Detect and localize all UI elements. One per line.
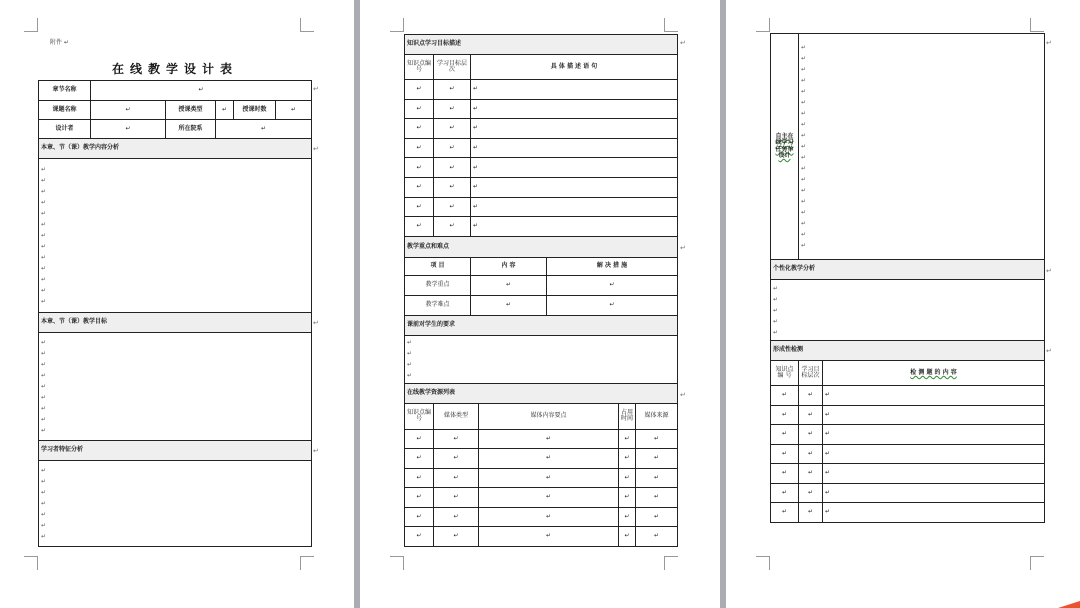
crop-mark-bottom-right <box>664 556 678 570</box>
col-media-type: 媒体类型 <box>434 403 479 429</box>
table-cell[interactable]: ↵ <box>405 138 434 158</box>
col-description: 具 体 描 述 语 句 <box>471 55 678 80</box>
table-cell[interactable]: ↵ <box>434 507 479 527</box>
table-cell[interactable]: ↵ <box>471 99 678 119</box>
col-source: 媒体来源 <box>636 403 678 429</box>
attachment-label: 附件 ↵ <box>50 39 69 46</box>
crop-mark-top-right <box>1030 18 1044 32</box>
table-cell[interactable]: ↵ <box>823 503 1045 523</box>
para-mark: ↵ <box>1046 347 1052 355</box>
crop-mark-top-left <box>756 18 770 32</box>
para-mark: ↵ <box>313 145 319 153</box>
table-cell[interactable]: ↵ <box>619 488 636 508</box>
table-cell[interactable]: ↵ <box>471 80 678 100</box>
table-cell[interactable]: ↵ <box>471 295 547 315</box>
table-cell[interactable]: ↵ <box>434 468 479 488</box>
form-title: 在线教学设计表 <box>111 62 238 76</box>
crop-mark-top-right <box>664 18 678 32</box>
page3-form-table <box>770 33 1045 523</box>
table-cell[interactable]: ↵ <box>434 99 471 119</box>
table-cell[interactable]: ↵ <box>823 464 1045 484</box>
table-cell[interactable]: ↵ <box>619 449 636 469</box>
page-1 <box>0 0 354 608</box>
table-cell[interactable]: ↵ <box>771 483 799 503</box>
table-cell[interactable]: ↵ <box>799 444 823 464</box>
table-cell[interactable]: ↵ <box>547 295 678 315</box>
page-3 <box>726 0 1080 608</box>
table-cell[interactable]: ↵ <box>636 527 678 547</box>
table-cell[interactable]: ↵ <box>471 217 678 237</box>
row-difficulty: 教学难点 <box>405 295 471 315</box>
crop-mark-bottom-left <box>24 556 38 570</box>
section-content-analysis: 本章、节（课）教学内容分析 <box>39 139 312 159</box>
table-cell[interactable]: ↵ <box>823 405 1045 425</box>
table-cell[interactable]: ↵ <box>405 197 434 217</box>
hours-label: 授课时数 <box>234 101 276 120</box>
table-cell[interactable]: ↵ <box>471 177 678 197</box>
table-cell[interactable]: ↵ <box>434 217 471 237</box>
table-cell[interactable]: ↵ <box>771 444 799 464</box>
table-cell[interactable]: ↵ <box>479 488 619 508</box>
table-cell[interactable]: ↵ <box>434 429 479 449</box>
table-cell[interactable]: ↵ <box>434 80 471 100</box>
dept-label: 所在院系 <box>166 120 216 139</box>
section-resource-list: 在线教学资源列表 <box>405 383 678 403</box>
col-media-content: 媒体内容要点 <box>479 403 619 429</box>
chapter-label: 章节名称 <box>39 81 91 101</box>
table-cell[interactable]: ↵ <box>434 177 471 197</box>
table-cell[interactable]: ↵ <box>471 138 678 158</box>
table-cell[interactable]: ↵ <box>619 468 636 488</box>
table-cell[interactable]: ↵ <box>405 217 434 237</box>
para-mark: ↵ <box>1046 39 1052 47</box>
table-cell[interactable]: ↵ <box>771 405 799 425</box>
table-cell[interactable]: ↵ <box>434 527 479 547</box>
table-cell[interactable]: ↵ <box>434 197 471 217</box>
table-cell[interactable]: ↵ <box>434 119 471 139</box>
para-mark: ↵ <box>680 391 686 399</box>
student-requirements-area[interactable]: ↵ ↵ ↵ ↵ <box>405 335 678 383</box>
table-cell[interactable]: ↵ <box>405 429 434 449</box>
col-item: 项 目 <box>405 257 471 275</box>
table-cell[interactable]: ↵ <box>823 386 1045 406</box>
self-study-task-area[interactable]: ↵ ↵ ↵ ↵ ↵ ↵ ↵ ↵ ↵ ↵ ↵ ↵ ↵ ↵ ↵ ↵ ↵ ↵ ↵ <box>799 34 1045 260</box>
designer-value[interactable]: ↵ <box>91 120 166 139</box>
type-label: 授课类型 <box>166 101 216 120</box>
para-mark: ↵ <box>313 319 319 327</box>
table-cell[interactable]: ↵ <box>771 464 799 484</box>
col-knowledge-id: 知识点编 号 <box>405 403 434 429</box>
table-cell[interactable]: ↵ <box>799 483 823 503</box>
section-learner-analysis: 学习者特征分析 <box>39 441 312 461</box>
para-mark: ↵ <box>680 39 686 47</box>
table-cell[interactable]: ↵ <box>434 158 471 178</box>
para-mark: ↵ <box>313 85 319 93</box>
col-content: 内 容 <box>471 257 547 275</box>
table-cell[interactable]: ↵ <box>479 507 619 527</box>
col-measures: 解 决 措 施 <box>547 257 678 275</box>
table-cell[interactable]: ↵ <box>405 177 434 197</box>
personalized-analysis-area[interactable]: ↵ ↵ ↵ ↵ ↵ <box>771 280 1045 341</box>
table-cell[interactable]: ↵ <box>636 488 678 508</box>
table-cell[interactable]: ↵ <box>405 527 434 547</box>
crop-mark-bottom-left <box>756 556 770 570</box>
section-formative-test: 形成性检测 <box>771 341 1045 361</box>
table-cell[interactable]: ↵ <box>471 275 547 295</box>
content-analysis-area[interactable]: ↵ ↵ ↵ ↵ ↵ ↵ ↵ ↵ ↵ ↵ ↵ ↵ ↵ <box>39 159 312 313</box>
col-test-content: 检 测 题 的 内 容 <box>823 361 1045 386</box>
table-cell[interactable]: ↵ <box>479 527 619 547</box>
table-cell[interactable]: ↵ <box>405 80 434 100</box>
col-objective-level: 学习目标层次 <box>799 361 823 386</box>
table-cell[interactable]: ↵ <box>636 507 678 527</box>
table-cell[interactable]: ↵ <box>799 464 823 484</box>
learner-analysis-area[interactable]: ↵ ↵ ↵ ↵ ↵ ↵ ↵ <box>39 461 312 547</box>
table-cell[interactable]: ↵ <box>619 527 636 547</box>
section-student-requirements: 课前对学生的要求 <box>405 315 678 335</box>
section-key-points: 教学重点和难点 <box>405 236 678 257</box>
table-cell[interactable]: ↵ <box>771 425 799 445</box>
crop-mark-top-left <box>24 18 38 32</box>
designer-label: 设计者 <box>39 120 91 139</box>
section-objective-description: 知识点学习目标描述 <box>405 35 678 55</box>
table-cell[interactable]: ↵ <box>799 425 823 445</box>
type-value[interactable]: ↵ <box>216 101 234 120</box>
table-cell[interactable]: ↵ <box>405 158 434 178</box>
table-cell[interactable]: ↵ <box>434 488 479 508</box>
topic-value[interactable]: ↵ <box>91 101 166 120</box>
table-cell[interactable]: ↵ <box>619 507 636 527</box>
table-cell[interactable]: ↵ <box>405 507 434 527</box>
crop-mark-bottom-right <box>1030 556 1044 570</box>
table-cell[interactable]: ↵ <box>434 138 471 158</box>
para-mark: ↵ <box>680 244 686 252</box>
table-cell[interactable]: ↵ <box>799 405 823 425</box>
table-cell[interactable]: ↵ <box>405 468 434 488</box>
table-cell[interactable]: ↵ <box>479 429 619 449</box>
table-cell[interactable]: ↵ <box>799 503 823 523</box>
table-cell[interactable]: ↵ <box>547 275 678 295</box>
table-cell[interactable]: ↵ <box>619 429 636 449</box>
objectives-area[interactable]: ↵ ↵ ↵ ↵ ↵ ↵ ↵ ↵ ↵ <box>39 333 312 441</box>
table-cell[interactable]: ↵ <box>771 386 799 406</box>
table-cell[interactable]: ↵ <box>479 468 619 488</box>
section-personalized-analysis: 个性化教学分析 <box>771 260 1045 280</box>
table-cell[interactable]: ↵ <box>771 503 799 523</box>
col-knowledge-id: 知识点编 号 <box>771 361 799 386</box>
page-2 <box>360 0 720 608</box>
crop-mark-bottom-right <box>300 556 314 570</box>
chapter-value[interactable]: ↵ <box>91 81 312 101</box>
table-cell[interactable]: ↵ <box>471 197 678 217</box>
table-cell[interactable]: ↵ <box>405 99 434 119</box>
table-cell[interactable]: ↵ <box>405 449 434 469</box>
table-cell[interactable]: ↵ <box>636 468 678 488</box>
dept-value[interactable]: ↵ <box>216 120 312 139</box>
table-cell[interactable]: ↵ <box>823 483 1045 503</box>
crop-mark-top-left <box>390 18 404 32</box>
table-cell[interactable]: ↵ <box>636 449 678 469</box>
table-cell[interactable]: ↵ <box>636 429 678 449</box>
topic-label: 课题名称 <box>39 101 91 120</box>
page2-form-table <box>404 34 678 547</box>
crop-mark-top-right <box>300 18 314 32</box>
table-cell[interactable]: ↵ <box>471 119 678 139</box>
table-cell[interactable]: ↵ <box>405 488 434 508</box>
table-cell[interactable]: ↵ <box>479 449 619 469</box>
self-study-task-label: 自主在线学习任务单设计 <box>771 34 799 260</box>
para-mark: ↵ <box>313 447 319 455</box>
table-cell[interactable]: ↵ <box>434 449 479 469</box>
table-cell[interactable]: ↵ <box>405 119 434 139</box>
table-cell[interactable]: ↵ <box>823 444 1045 464</box>
col-time: 占用时间 <box>619 403 636 429</box>
crop-mark-bottom-left <box>390 556 404 570</box>
col-knowledge-id: 知识点编 号 <box>405 55 434 80</box>
hours-value[interactable]: ↵ <box>276 101 312 120</box>
table-cell[interactable]: ↵ <box>471 158 678 178</box>
page1-form-table <box>38 80 312 547</box>
table-cell[interactable]: ↵ <box>799 386 823 406</box>
col-objective-level: 学习目标层次 <box>434 55 471 80</box>
row-key-point: 教学重点 <box>405 275 471 295</box>
table-cell[interactable]: ↵ <box>823 425 1045 445</box>
section-teaching-objectives: 本章、节（课）教学目标 <box>39 313 312 333</box>
para-mark: ↵ <box>1046 267 1052 275</box>
scroll-indicator-icon[interactable] <box>1058 601 1080 608</box>
